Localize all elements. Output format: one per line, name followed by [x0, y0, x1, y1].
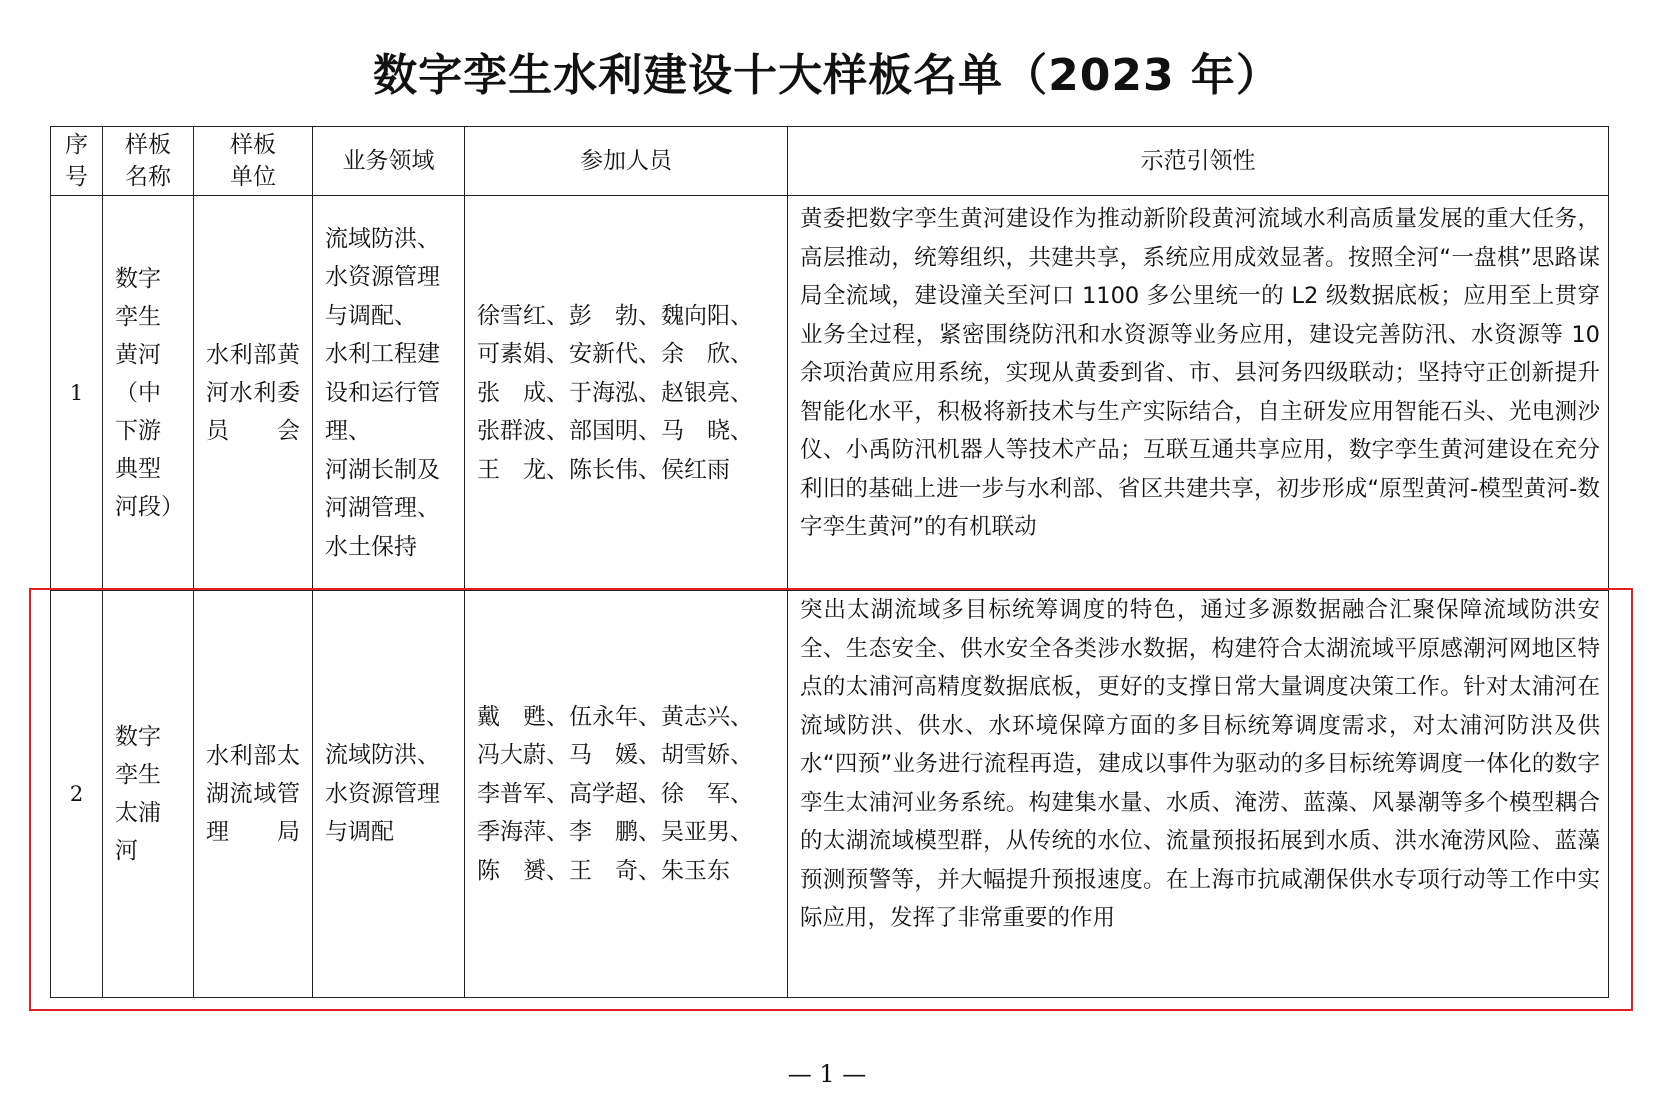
header-demo: 示范引领性 [788, 127, 1609, 196]
row-business-field [313, 196, 465, 591]
row-seq: 1 [51, 196, 103, 591]
row-participants [465, 591, 788, 998]
row-demonstration: 突出太湖流域多目标统筹调度的特色，通过多源数据融合汇聚保障流域防洪安全、生态安全、供水安全各类涉水数据，构建符合太湖流域平原感潮河网地区特点的太浦河高精度数据底板，更好的支撑日常大量调度决策工作。针对太浦河在流域防洪、供水、水环境保障方面的多目标统筹调度需求，对太浦河防洪及供水“四预”业务进行流程再造，建成以事件为驱动的多目标统筹调度一体化的数字孪生太浦河业务系统。构建集水量、水质、淹涝、蓝藻、风暴潮等多个模型耦合的太湖流域模型群，从传统的水位、流量预报拓展到水质、洪水淹涝风险、蓝藻预测预警等，并大幅提升预报速度。在上海市抗咸潮保供水专项行动等工作中实际应用，发挥了非常重要的作用 [788, 591, 1609, 998]
row-business-field [313, 591, 465, 998]
participant-line: 可素娟、安新代、余 欣、 [477, 341, 753, 368]
row-sample-unit: 水利部黄河水利委员会 [194, 196, 313, 591]
participant-line: 陈 赟、王 奇、朱玉东 [477, 857, 730, 884]
page-number: — 1 — [787, 1060, 867, 1088]
field-item: 水利工程建设和运行管理、 [325, 341, 440, 445]
table-header-row [51, 127, 1609, 196]
row-sample-name: 数字孪生黄河（中下游典型河段） [103, 196, 194, 591]
header-people: 参加人员 [465, 127, 788, 196]
table-row [51, 196, 1609, 591]
field-item: 水土保持 [325, 533, 417, 560]
header-seq: 序号 [51, 127, 103, 196]
row-demonstration: 黄委把数字孪生黄河建设作为推动新阶段黄河流域水利高质量发展的重大任务，高层推动，统筹组织，共建共享，系统应用成效显著。按照全河“一盘棋”思路谋局全流域，建设潼关至河口 1100 多公里统一的 L2 级数据底板；应用至上贯穿业务全过程，紧密围绕防汛和水资源等业务应用，建设完善防汛、水资源等 10 余项治黄应用系统，实现从黄委到省、市、县河务四级联动；坚持守正创新提升智能化水平，积极将新技术与生产实际结合，自主研发应用智能石头、光电测沙仪、小禹防汛机器人等技术产品；互联互通共享应用，数字孪生黄河建设在充分利旧的基础上进一步与水利部、省区共建共享，初步形成“原型黄河-模型黄河-数字孪生黄河”的有机联动 [788, 196, 1609, 591]
field-item: 水资源管理与调配、 [325, 264, 440, 329]
header-name: 样板名称 [103, 127, 194, 196]
participant-line: 李普军、高学超、徐 军、 [477, 780, 753, 807]
header-unit: 样板单位 [194, 127, 313, 196]
participant-line: 张群波、部国明、马 晓、 [477, 418, 753, 445]
field-item: 水资源管理与调配 [325, 780, 440, 846]
field-item: 河湖长制及河湖管理、 [325, 456, 440, 522]
participant-line: 徐雪红、彭 勃、魏向阳、 [477, 302, 753, 329]
header-field: 业务领域 [313, 127, 465, 196]
page-title: 数字孪生水利建设十大样板名单（2023 年） [373, 50, 1281, 101]
row-seq: 2 [51, 591, 103, 998]
field-item: 流域防洪、 [325, 742, 440, 769]
participant-line: 戴 甦、伍永年、黄志兴、 [477, 703, 753, 730]
participant-line: 张 成、于海泓、赵银亮、 [477, 379, 753, 406]
sample-list-table [50, 126, 1609, 998]
table-row [51, 591, 1609, 998]
row-sample-unit: 水利部太湖流域管理局 [194, 591, 313, 998]
participant-line: 王 龙、陈长伟、侯红雨 [477, 456, 730, 483]
field-item: 流域防洪、 [325, 225, 440, 252]
row-sample-name: 数字孪生太浦河 [103, 591, 194, 998]
row-participants [465, 196, 788, 591]
participant-line: 季海萍、李 鹏、吴亚男、 [477, 819, 753, 846]
participant-line: 冯大蔚、马 媛、胡雪娇、 [477, 742, 753, 769]
